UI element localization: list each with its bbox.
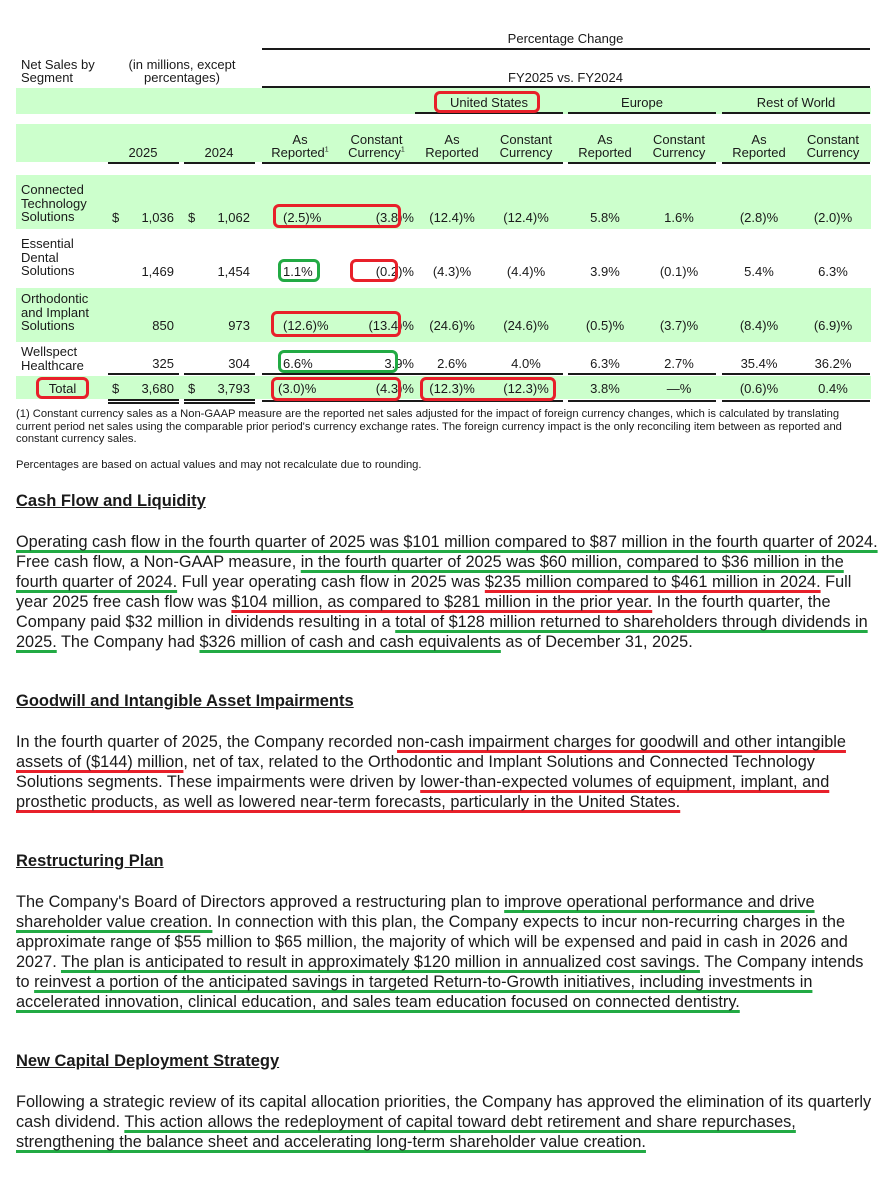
col-2025: 2025 xyxy=(128,145,158,160)
value-2024: 1,454 xyxy=(217,264,250,279)
footnote-marker: 1 xyxy=(324,146,329,154)
col-as-reported-line2: Reported$^1$ xyxy=(271,145,329,160)
pct-value: 5.4% xyxy=(744,264,774,279)
col-as-reported-line1: As xyxy=(444,132,460,147)
highlight-total-change xyxy=(271,377,401,401)
col-as-reported-line1: As xyxy=(597,132,613,147)
col-constant-line2: Currency$^1$ xyxy=(348,145,405,160)
subtotal-rule xyxy=(184,373,255,375)
subtotal-rule xyxy=(415,373,563,375)
total-label: Total xyxy=(48,381,77,396)
highlight-ois-total-change xyxy=(271,311,401,337)
pct-value: 1.6% xyxy=(664,210,694,225)
pct-value: 1.1% xyxy=(283,264,313,279)
heading-capital-deployment: New Capital Deployment Strategy xyxy=(16,1052,280,1070)
pct-value: (2.5)% xyxy=(283,210,322,225)
value-2024: 1,062 xyxy=(217,210,250,225)
total-pct-value: —% xyxy=(666,381,692,396)
paragraph-cash-flow xyxy=(16,532,878,652)
col-group-rule xyxy=(722,162,870,164)
pct-value: (4.3)% xyxy=(432,264,472,279)
percentage-change-header: Percentage Change xyxy=(507,31,624,46)
segment-name: Healthcare xyxy=(21,357,84,373)
subtotal-rule xyxy=(262,373,415,375)
pct-value: (0.5)% xyxy=(585,318,625,333)
total-2024: 3,793 xyxy=(217,381,250,396)
highlighted-text-red: $104 million, as compared to $281 million in the prior year. xyxy=(231,593,653,611)
paragraph-text: Free cash flow, a Non-GAAP measure, xyxy=(16,553,301,571)
region-rule-row xyxy=(722,112,870,114)
segment-name: and Implant xyxy=(21,304,89,320)
subtotal-rule xyxy=(722,373,870,375)
segment-name: Orthodontic xyxy=(21,291,89,306)
col-as-reported-line2: Reported xyxy=(578,145,632,160)
total-pct-value: (0.6)% xyxy=(739,381,779,396)
currency-symbol: $ xyxy=(112,210,120,225)
col-as-reported-line1: As xyxy=(292,132,308,147)
segment-name: Connected xyxy=(21,182,84,197)
pct-value: (4.4)% xyxy=(506,264,546,279)
highlighted-text-red: lower-than-expected volumes of equipment, implant, and prosthetic products, as well as lowered near-term forecasts, particularly in the United States. xyxy=(16,773,830,811)
highlight-total-us xyxy=(420,377,556,401)
highlight-eds-as-reported xyxy=(278,259,320,282)
double-rule xyxy=(184,402,255,404)
pct-value: (12.4)% xyxy=(503,210,549,225)
pct-value: 2.6% xyxy=(437,356,467,371)
col-group-rule xyxy=(415,162,563,164)
segment-name: Essential xyxy=(21,236,74,251)
segment-name: Solutions xyxy=(21,209,75,224)
highlight-cts-total-change xyxy=(273,204,401,228)
row-header: Net Sales by Segment xyxy=(21,57,95,85)
highlighted-text-green: The plan is anticipated to result in approximately $120 million in annualized cost savings. xyxy=(60,953,700,971)
pct-value: (13.4)% xyxy=(368,318,414,333)
subtotal-rule xyxy=(108,373,179,375)
highlighted-text-green: $326 million of cash and cash equivalents xyxy=(199,633,501,651)
pct-value: (0.2)% xyxy=(375,264,414,279)
value-2025: 1,469 xyxy=(141,264,174,279)
pct-value: (8.4)% xyxy=(739,318,779,333)
pct-value: (3.7)% xyxy=(659,318,699,333)
col-constant-line2: Currency xyxy=(499,145,553,160)
rounding-note: Percentages are based on actual values and may not recalculate due to rounding. xyxy=(16,459,422,471)
total-pct-value: 0.4% xyxy=(818,381,848,396)
paragraph-text: The Company had xyxy=(56,633,200,651)
total-pct-value: (12.3)% xyxy=(429,381,475,396)
paragraph-text: as of December 31, 2025. xyxy=(500,633,693,651)
heading-restructuring: Restructuring Plan xyxy=(16,852,164,870)
pct-value: 35.4% xyxy=(740,356,778,371)
col-constant-line1: Constant xyxy=(806,132,860,147)
value-2024: 304 xyxy=(228,356,250,371)
footnote-constant-currency: (1) Constant currency sales as a Non-GAAP measure are the reported net sales adjusted for the impact of foreign currency changes, which is calculated by translating current period net sales using the comparable prior period's currency exchange rates. The foreign currency impact is the only reconciling item between as reported and constant currency sales. xyxy=(16,408,842,445)
paragraph-text: The Company intends to xyxy=(16,953,864,991)
pct-value: 3.9% xyxy=(384,356,414,371)
pct-value: (24.6)% xyxy=(429,318,475,333)
value-2025: 1,036 xyxy=(141,210,174,225)
highlighted-text-green: total of $128 million returned to shareholders through dividends in 2025. xyxy=(16,613,868,651)
col-constant-line1: Constant xyxy=(350,132,403,147)
highlight-united-states xyxy=(434,91,540,113)
col-constant-line2: Currency xyxy=(652,145,706,160)
double-rule xyxy=(108,399,179,401)
region-rest-of-world: Rest of World xyxy=(756,95,836,110)
col-as-reported-line1: As xyxy=(751,132,767,147)
highlighted-text-red: $235 million compared to $461 million in 2024. xyxy=(484,573,821,591)
col-group-rule xyxy=(568,162,716,164)
pct-value: (3.8)% xyxy=(375,210,414,225)
heading-cash-flow: Cash Flow and Liquidity xyxy=(16,492,206,510)
total-rule xyxy=(722,400,870,402)
total-rule xyxy=(568,400,716,402)
highlight-eds-constant xyxy=(350,259,398,282)
pct-value: 2.7% xyxy=(664,356,694,371)
pct-value: (6.9)% xyxy=(813,318,853,333)
pct-value: (0.1)% xyxy=(659,264,699,279)
row-band-3 xyxy=(16,288,871,342)
col-2024: 2024 xyxy=(204,145,234,160)
total-pct-value: 3.8% xyxy=(590,381,620,396)
pct-value: (12.6)% xyxy=(283,318,329,333)
col-rule-2025 xyxy=(108,162,179,164)
pct-value: 6.3% xyxy=(590,356,620,371)
double-rule xyxy=(108,402,179,404)
heading-impairments: Goodwill and Intangible Asset Impairments xyxy=(16,692,354,710)
highlighted-text-green: This action allows the redeployment of capital toward debt retirement and share repurchases, strengthening the balance sheet and accelerating long-term shareholder value creation. xyxy=(16,1113,796,1151)
highlighted-text-green: improve operational performance and drive shareholder value creation. xyxy=(16,893,815,931)
paragraph-text: In the fourth quarter of 2025, the Company recorded xyxy=(16,733,398,751)
paragraph-text: Following a strategic review of its capital allocation priorities, the Company has approved the elimination of its quarterly cash dividend. xyxy=(16,1093,872,1131)
pct-value: (12.4)% xyxy=(429,210,475,225)
currency-symbol: $ xyxy=(188,381,196,396)
col-group-rule xyxy=(262,162,415,164)
paragraph-capital-deployment xyxy=(16,1092,878,1152)
value-2025: 325 xyxy=(152,356,174,371)
highlight-wellspect-total-change xyxy=(278,350,398,373)
paragraph-text: , net of tax, related to the Orthodontic and Implant Solutions and Connected Technology Solutions segments. These impairments were driven by xyxy=(16,753,815,791)
col-as-reported-line2: Reported xyxy=(732,145,786,160)
header-rule xyxy=(262,48,870,50)
pct-value: (2.0)% xyxy=(813,210,853,225)
total-pct-value: (12.3)% xyxy=(503,381,549,396)
units-header: (in millions, except percentages) xyxy=(128,57,236,85)
segment-name: Solutions xyxy=(21,318,75,333)
pct-value: (2.8)% xyxy=(739,210,779,225)
subtotal-rule xyxy=(568,373,716,375)
highlighted-text-red: non-cash impairment charges for goodwill and other intangible assets of ($144) million xyxy=(16,733,846,771)
period-rule xyxy=(262,86,870,88)
currency-symbol: $ xyxy=(188,210,196,225)
pct-value: 4.0% xyxy=(511,356,541,371)
segment-name: Solutions xyxy=(21,263,75,278)
region-rule-eu xyxy=(568,112,716,114)
currency-symbol: $ xyxy=(112,381,120,396)
paragraph-text: In the fourth quarter, the Company paid $32 million in dividends resulting in a xyxy=(16,593,831,631)
highlighted-text-green: reinvest a portion of the anticipated savings in targeted Return-to-Growth initiatives, including investments in accelerated innovation, clinical education, and sales team education focused on connected dentistry. xyxy=(16,973,813,1011)
paragraph-text: In connection with this plan, the Company expects to incur non-recurring charges in the approximate range of $55 million to $65 million, the majority of which will be expensed and paid in cash in 2026 and 2027. xyxy=(16,913,848,971)
value-2024: 973 xyxy=(228,318,250,333)
pct-value: 6.6% xyxy=(283,356,313,371)
pct-value: (24.6)% xyxy=(503,318,549,333)
pct-value: 5.8% xyxy=(590,210,620,225)
pct-value: 6.3% xyxy=(818,264,848,279)
total-2025: 3,680 xyxy=(141,381,174,396)
highlighted-text-green: in the fourth quarter of 2025 was $60 million, compared to $36 million in the fourth quarter of 2024. xyxy=(16,553,844,591)
paragraph-impairments xyxy=(16,732,878,812)
double-rule xyxy=(184,399,255,401)
footnote-marker: 1 xyxy=(400,146,405,154)
col-as-reported-line2: Reported xyxy=(425,145,479,160)
col-constant-line1: Constant xyxy=(499,132,553,147)
pct-value: 3.9% xyxy=(590,264,620,279)
highlighted-text-green: Operating cash flow in the fourth quarter of 2025 was $101 million compared to $87 million in the fourth quarter of 2024. xyxy=(16,533,878,551)
col-constant-line2: Currency xyxy=(806,145,860,160)
highlight-total-label xyxy=(36,377,89,399)
total-pct-value: (3.0)% xyxy=(278,381,317,396)
paragraph-text: Full year operating cash flow in 2025 was xyxy=(177,573,485,591)
region-united-states: United States xyxy=(449,95,529,110)
region-europe: Europe xyxy=(621,95,663,110)
col-constant-line1: Constant xyxy=(652,132,706,147)
segment-name: Dental xyxy=(21,249,59,265)
segment-name: Technology xyxy=(21,195,87,211)
paragraph-restructuring xyxy=(16,892,878,1012)
paragraph-text: The Company's Board of Directors approved a restructuring plan to xyxy=(16,893,505,911)
total-pct-value: (4.3)% xyxy=(375,381,414,396)
col-rule-2024 xyxy=(184,162,255,164)
pct-value: 36.2% xyxy=(814,356,852,371)
segment-name: Wellspect xyxy=(21,344,78,359)
paragraph-text: Full year 2025 free cash flow was xyxy=(16,573,852,611)
value-2025: 850 xyxy=(152,318,174,333)
period-header: FY2025 vs. FY2024 xyxy=(508,70,623,85)
